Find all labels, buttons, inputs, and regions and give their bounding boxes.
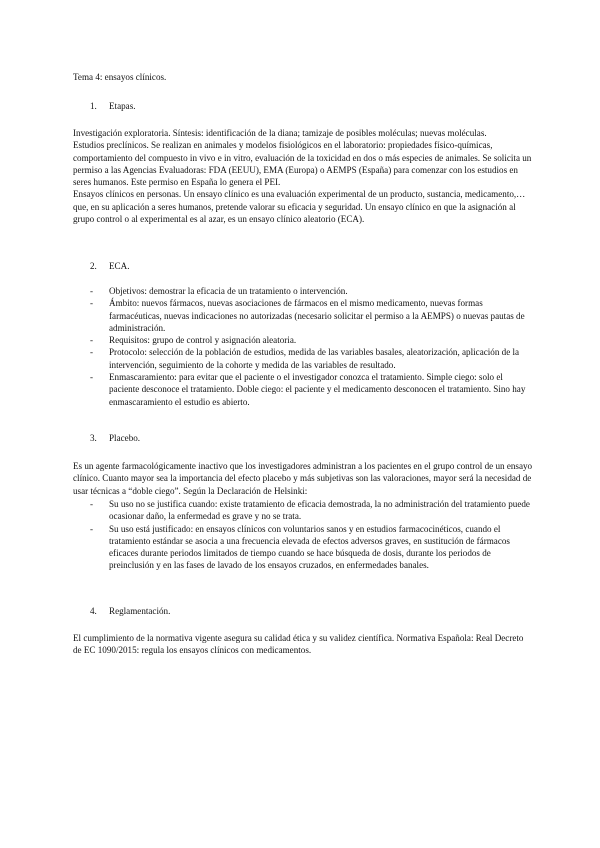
paragraph: Es un agente farmacológicamente inactivo que los investigadores administran a los pacientes en el grupo control de un ensayo clínico. Cuanto mayor sea la importancia del efecto placebo y más subjetivas son las valoraciones, mayor será la necesidad de usar técnicas a “doble ciego”. Según la Declaración de Helsinki: — [73, 461, 533, 496]
paragraph: Ensayos clínicos en personas. Un ensayo clínico es una evaluación experimental de un producto, sustancia, medicamento,… que, en su aplicación a seres humanos, pretende valorar su eficacia y seguridad. Un ensayo clínico en que la asignación al grupo control o al experimental es al azar, es un ensayo clínico aleatorio (ECA). — [73, 189, 526, 225]
list-item: - Requisitos: grupo de control y asignación aleatoria. — [90, 335, 297, 346]
paragraph: Estudios preclínicos. Se realizan en animales y modelos fisiológicos en el laboratorio: propiedades físico-químicas, comportamiento del compuesto in vivo e in vitro, evaluación de la toxicidad en dos o más especies de animales. Se solicita un permiso a las Agencias Evaluadoras: FDA (EEUU), EMA (Europa) o AEMPS (España) para comenzar con los estudios en seres humanos. Este permiso en España lo genera el PEI. — [73, 140, 532, 188]
list-item: - Ámbito: nuevos fármacos, nuevas asociaciones de fármacos en el mismo medicamento, nuevas formas farmacéuticas, nuevas indicaciones no autorizadas (necesario solicitar el permiso a la AEMPS) o nuevas pautas de administración. — [90, 298, 525, 333]
paragraph: El cumplimiento de la normativa vigente asegura su calidad ética y su validez científica. Normativa Española: Real Decreto de EC 1090/2015: regula los ensayos clínicos con medicamentos. — [73, 633, 524, 656]
placebo-bullet-list — [73, 498, 533, 572]
section-title: ECA. — [109, 261, 130, 271]
section-body-reglamentacion — [73, 632, 533, 657]
page-title: Tema 4: ensayos clínicos. — [73, 72, 167, 82]
section-title: Placebo. — [109, 433, 141, 443]
list-item: - Su uso está justificado: en ensayos clínicos con voluntarios sanos y en estudios farmacocinéticos, cuando el tratamiento estándar se asocia a una frecuencia elevada de efectos adversos graves, en sustitución de fármacos eficaces durante periodos limitados de tiempo cuando se hace búsqueda de dosis, durante los periodos de preinclusión y en las fases de lavado de los ensayos cruzados, en enfermedades banales. — [90, 523, 510, 571]
section-intro-placebo — [73, 460, 533, 497]
section-title: Etapas. — [109, 101, 136, 111]
list-item: - Su uso no se justifica cuando: existe tratamiento de eficacia demostrada, la no administración del tratamiento puede ocasionar daño, la enfermedad es grave y no se trata. — [90, 499, 530, 522]
eca-bullet-list — [73, 285, 533, 408]
section-number: 1. — [90, 101, 97, 111]
section-number: 4. — [90, 606, 97, 616]
section-number: 3. — [90, 433, 97, 443]
list-item: - Protocolo: selección de la población de estudios, medida de las variables basales, aleatorización, aplicación de la intervención, seguimiento de la cohorte y medida de las variables de resultado. — [90, 347, 520, 370]
section-body-etapas — [73, 127, 533, 225]
paragraph: Investigación exploratoria. Síntesis: identificación de la diana; tamizaje de posibles moléculas; nuevas moléculas. — [73, 128, 487, 138]
list-item: - Enmascaramiento: para evitar que el paciente o el investigador conozca el tratamiento. Simple ciego: solo el paciente desconoce el tratamiento. Doble ciego: el paciente y el medicamento desconocen el tratamiento. Sino hay enmascaramiento el estudio es abierto. — [90, 372, 526, 407]
section-title: Reglamentación. — [109, 606, 171, 616]
list-item: - Objetivos: demostrar la eficacia de un tratamiento o intervención. — [90, 286, 348, 296]
section-number: 2. — [90, 261, 97, 271]
